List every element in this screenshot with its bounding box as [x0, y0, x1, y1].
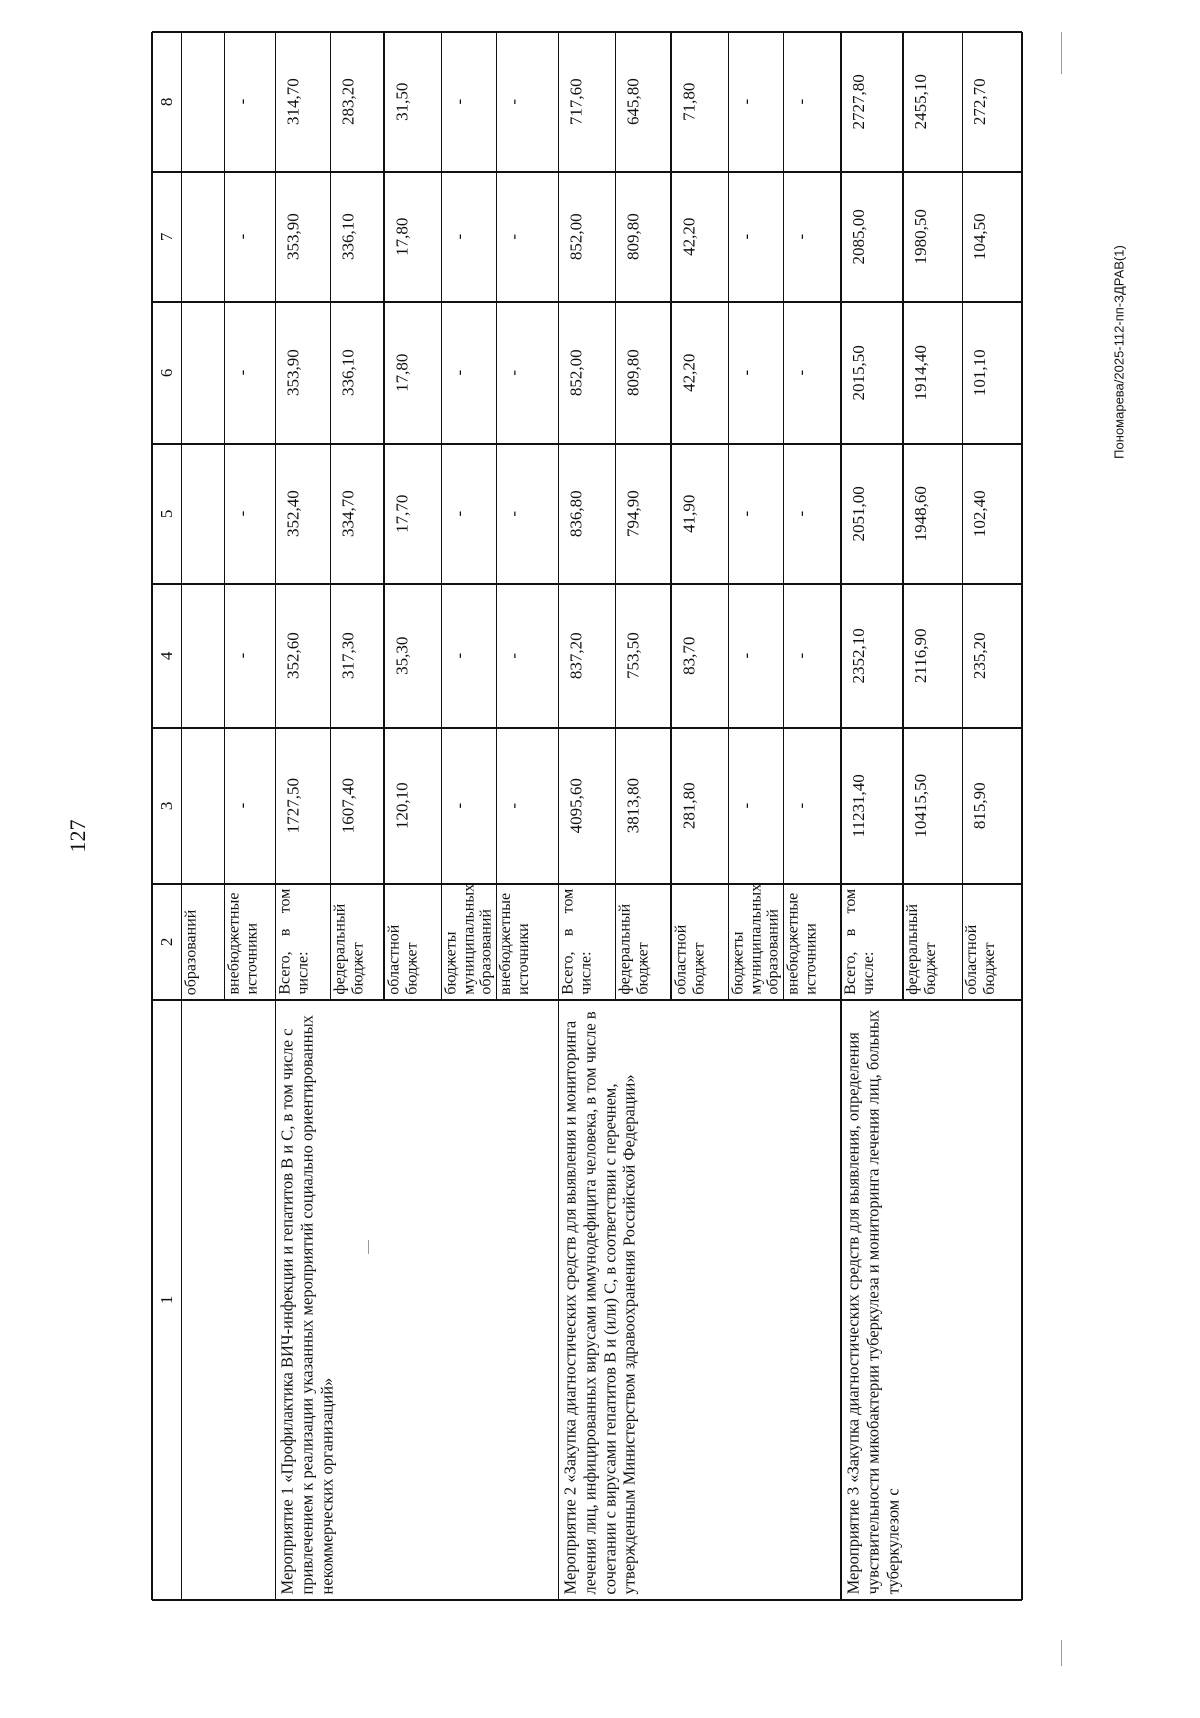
cell-r6-c3: - — [504, 803, 524, 809]
cell-r0-c3 — [182, 728, 225, 884]
measure-prev — [182, 1000, 276, 1600]
cell-r9-c4: 83,70 — [679, 636, 699, 676]
cell-r3-c8: 283,20 — [338, 78, 358, 126]
cell-r6-c5: - — [504, 511, 524, 517]
cell-r8-c4: 753,50 — [623, 632, 643, 680]
cell-r11-c7: - — [791, 234, 811, 240]
cell-r13-c8: 2455,10 — [910, 74, 930, 130]
page-number: 127 — [65, 819, 90, 853]
cell-r14-src: областной бюджет — [963, 924, 999, 995]
cell-r9-c7: 42,20 — [679, 217, 699, 257]
cell-r14-c6: 101,10 — [970, 349, 990, 397]
cell-r8-src: федеральный бюджет — [616, 904, 652, 995]
cell-r6-src: внебюджетные источники — [497, 892, 533, 995]
cell-r7-c6: 852,00 — [566, 349, 586, 397]
cell-r6-c7: - — [504, 234, 524, 240]
cell-r9-c5: 41,90 — [679, 494, 699, 534]
cell-r4-c6: 17,80 — [391, 353, 411, 393]
cell-r11-c6: - — [791, 370, 811, 376]
cell-r12-c4: 2352,10 — [849, 628, 869, 684]
cell-r7-c8: 717,60 — [566, 78, 586, 126]
cell-r3-c3: 1607,40 — [338, 778, 358, 834]
cell-r13-c6: 1914,40 — [910, 345, 930, 401]
cell-r0-c4 — [182, 584, 225, 728]
header-col-2: 2 — [157, 937, 177, 947]
cell-r2-c6: 353,90 — [283, 349, 303, 397]
header-col-4: 4 — [157, 651, 177, 661]
total-label-sub: числе: — [576, 951, 594, 995]
header-col-1: 1 — [157, 1295, 177, 1305]
cell-r11-c5: - — [791, 511, 811, 517]
cell-r10-c5: - — [736, 511, 756, 517]
cell-r4-c8: 31,50 — [391, 82, 411, 122]
total-label: Всего, — [559, 951, 577, 995]
cell-r0-src: образований — [182, 909, 200, 995]
cell-r3-c5: 334,70 — [338, 490, 358, 538]
cell-r9-src: областной бюджет — [672, 924, 707, 995]
cell-r10-c8: - — [736, 99, 756, 105]
cell-r11-c8: - — [791, 99, 811, 105]
cell-r2-c5: 352,40 — [283, 490, 303, 538]
cell-r5-c6: - — [449, 370, 469, 376]
header-col-7: 7 — [157, 232, 177, 242]
cell-r0-c6 — [182, 302, 225, 444]
cell-r14-c7: 104,50 — [970, 213, 990, 261]
document-code: Пономарева/2025-112-пп-ЗДРАВ(1) — [1111, 245, 1127, 459]
total-label-sub: числе: — [293, 951, 311, 995]
cell-r2-c7: 353,90 — [283, 213, 303, 261]
cell-r0-c7 — [182, 172, 225, 302]
cell-r1-c4: - — [232, 653, 252, 659]
cell-r6-c6: - — [504, 370, 524, 376]
cell-r7-c5: 836,80 — [566, 490, 586, 538]
cell-r13-c4: 2116,90 — [910, 628, 930, 684]
cell-r6-c8: - — [504, 99, 524, 105]
cell-r9-c6: 42,20 — [679, 353, 699, 393]
cell-r5-c4: - — [449, 653, 469, 659]
total-label-in: в — [559, 928, 577, 937]
header-col-5: 5 — [157, 509, 177, 519]
cell-r8-c6: 809,80 — [623, 349, 643, 397]
total-label-incl: том — [842, 888, 860, 914]
cell-r12-c3: 11231,40 — [849, 774, 869, 838]
cell-r3-src: федеральный бюджет — [331, 904, 367, 995]
total-label-in: в — [842, 928, 860, 937]
cell-r3-c7: 336,10 — [338, 213, 358, 261]
cell-r14-c8: 272,70 — [970, 78, 990, 126]
cell-r1-c7: - — [232, 234, 252, 240]
total-label: Всего, — [276, 951, 294, 995]
cell-r8-c3: 3813,80 — [623, 778, 643, 834]
cell-r3-c4: 317,30 — [338, 632, 358, 680]
cell-r4-c4: 35,30 — [391, 636, 411, 676]
header-col-3: 3 — [157, 801, 177, 811]
cell-r2-c4: 352,60 — [283, 632, 303, 680]
cell-r11-c3: - — [791, 803, 811, 809]
header-col-8: 8 — [157, 97, 177, 107]
cell-r14-c5: 102,40 — [970, 490, 990, 538]
cell-r10-c6: - — [736, 370, 756, 376]
cell-r10-c3: - — [736, 803, 756, 809]
total-label: Всего, — [842, 951, 860, 995]
cell-r7-src — [558, 884, 615, 1000]
cell-r13-src: федеральный бюджет — [903, 904, 939, 995]
cell-r4-c5: 17,70 — [391, 494, 411, 534]
cell-r14-c4: 235,20 — [970, 632, 990, 680]
cell-r4-c3: 120,10 — [391, 782, 411, 830]
total-label-in: в — [276, 928, 294, 937]
cell-r2-c8: 314,70 — [283, 78, 303, 126]
cell-r1-c3: - — [232, 803, 252, 809]
cell-r5-src: бюджеты муниципальных образований — [442, 884, 495, 995]
cell-r12-c6: 2015,50 — [849, 345, 869, 401]
cell-r8-c7: 809,80 — [623, 213, 643, 261]
cell-r1-src: внебюджетные источники — [225, 892, 260, 995]
cell-r12-c5: 2051,00 — [849, 486, 869, 542]
cell-r2-c3: 1727,50 — [283, 778, 303, 834]
cell-r5-c7: - — [449, 234, 469, 240]
cell-r1-c8: - — [232, 99, 252, 105]
cell-r7-c3: 4095,60 — [566, 778, 586, 834]
cell-r7-c7: 852,00 — [566, 213, 586, 261]
measure-2: Мероприятие 2 «Закупка диагностических средств для выявления и мониторинга лечения лиц, инфицированных вирусами иммунодефицита человека, в том числе в сочетании с вирусами гепатитов B и (или) C, в соответствии с перечнем, утвержденным Министерством здравоохранения Российской Федерации» — [560, 1010, 639, 1594]
cell-r10-src: бюджеты муниципальных образований — [729, 884, 782, 995]
cell-r7-c4: 837,20 — [566, 632, 586, 680]
total-label-incl: том — [276, 888, 294, 914]
cell-r3-c6: 336,10 — [338, 349, 358, 397]
measure-1: Мероприятие 1 «Профилактика ВИЧ-инфекции и гепатитов B и C, в том числе с привлечением к реализации указанных мероприятий социально ориентированных некоммерческих организаций» — [277, 1014, 336, 1594]
cell-r5-c5: - — [449, 511, 469, 517]
cell-r0-c5 — [182, 444, 225, 584]
cell-r13-c5: 1948,60 — [910, 486, 930, 542]
cell-r9-c8: 71,80 — [679, 82, 699, 122]
measure-3: Мероприятие 3 «Закупка диагностических средств для выявления, определения чувствительности микобактерии туберкулеза и мониторинга лечения лиц, больных туберкулезом с — [843, 1009, 902, 1594]
cell-r13-c3: 10415,50 — [910, 774, 930, 838]
total-label-sub: числе: — [859, 951, 877, 995]
cell-r6-c4: - — [504, 653, 524, 659]
cell-r12-c7: 2085,00 — [849, 209, 869, 265]
cell-r10-c7: - — [736, 234, 756, 240]
cell-r1-c6: - — [232, 370, 252, 376]
header-col-6: 6 — [157, 368, 177, 378]
cell-r4-src: областной бюджет — [384, 924, 420, 995]
cell-r8-c5: 794,90 — [623, 490, 643, 538]
cell-r8-c8: 645,80 — [623, 78, 643, 126]
cell-r13-c7: 1980,50 — [910, 209, 930, 265]
cell-r5-c8: - — [449, 99, 469, 105]
cell-r10-c4: - — [736, 653, 756, 659]
cell-r14-c3: 815,90 — [970, 782, 990, 830]
cell-r2-src — [275, 884, 330, 1000]
cell-r5-c3: - — [449, 803, 469, 809]
cell-r11-c4: - — [791, 653, 811, 659]
total-label-incl: том — [559, 888, 577, 914]
cell-r12-c8: 2727,80 — [849, 74, 869, 130]
cell-r12-src — [841, 884, 903, 1000]
cell-r4-c7: 17,80 — [391, 217, 411, 257]
cell-r0-c8 — [182, 32, 225, 172]
cell-r1-c5: - — [232, 511, 252, 517]
cell-r9-c3: 281,80 — [679, 782, 699, 830]
cell-r11-src: внебюджетные источники — [784, 892, 820, 995]
